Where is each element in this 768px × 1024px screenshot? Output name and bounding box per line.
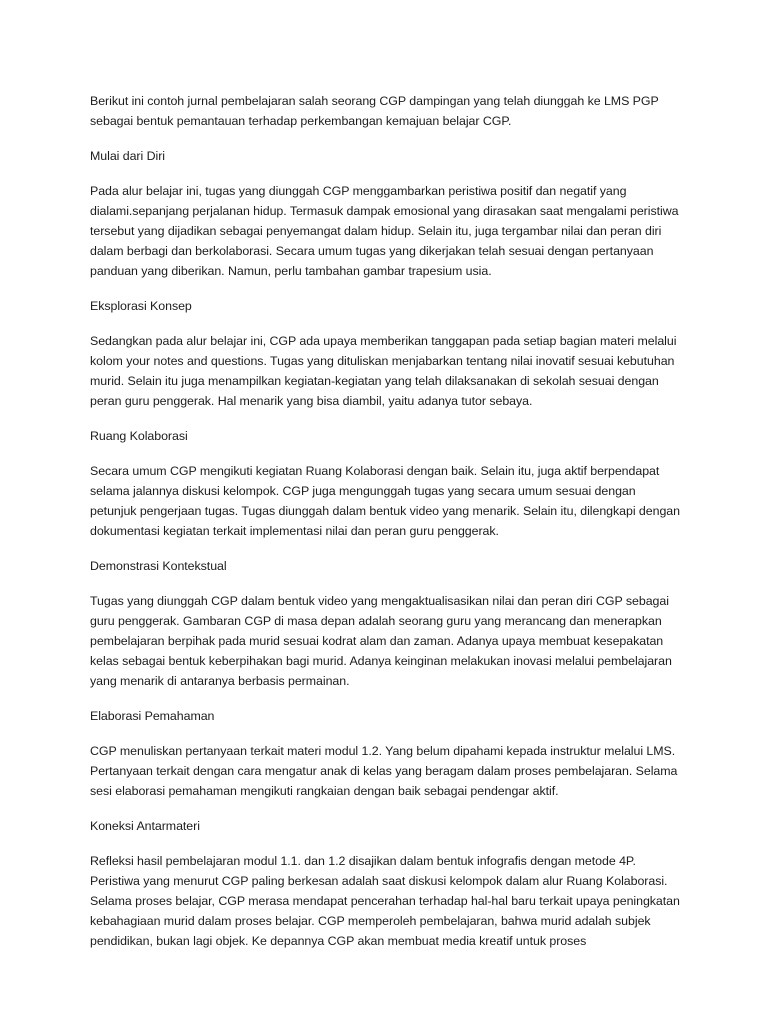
section-heading-eksplorasi-konsep: Eksplorasi Konsep [90, 299, 192, 313]
section-body-demonstrasi-kontekstual: Tugas yang diunggah CGP dalam bentuk video yang mengaktualisasikan nilai dan peran diri CGP sebagai guru penggerak. Gambaran CGP di masa depan adalah seorang guru yang merancang dan menerapkan pembelajaran berpihak pada murid sesuai kodrat alam dan zaman. Adanya upaya membuat kesepakatan kelas sebagai bentuk keberpihakan bagi murid. Adanya keinginan melakukan inovasi melalui pembelajaran yang menarik di antaranya berbasis permainan. [90, 594, 672, 688]
section-body-koneksi-antarmateri: Refleksi hasil pembelajaran modul 1.1. dan 1.2 disajikan dalam bentuk infografis dengan metode 4P. Peristiwa yang menurut CGP paling berkesan adalah saat diskusi kelompok dalam alur Ruang Kolaborasi. Selama proses belajar, CGP merasa mendapat pencerahan terhadap hal-hal baru terkait upaya peningkatan kebahagiaan murid dalam proses belajar. CGP memperoleh pembelajaran, bahwa murid adalah subjek pendidikan, bukan lagi objek. Ke depannya CGP akan membuat media kreatif untuk proses [90, 854, 680, 948]
section-body-ruang-kolaborasi: Secara umum CGP mengikuti kegiatan Ruang Kolaborasi dengan baik. Selain itu, juga aktif berpendapat selama jalannya diskusi kelompok. CGP juga mengunggah tugas yang secara umum sesuai dengan petunjuk pengerjaan tugas. Tugas diunggah dalam bentuk video yang menarik. Selain itu, dilengkapi dengan dokumentasi kegiatan terkait implementasi nilai dan peran guru penggerak. [90, 464, 680, 538]
section-heading-mulai-dari-diri: Mulai dari Diri [90, 149, 165, 163]
section-heading-koneksi-antarmateri: Koneksi Antarmateri [90, 819, 200, 833]
section-body-elaborasi-pemahaman: CGP menuliskan pertanyaan terkait materi modul 1.2. Yang belum dipahami kepada instruktur melalui LMS. Pertanyaan terkait dengan cara mengatur anak di kelas yang beragam dalam proses pembelajaran. Selama sesi elaborasi pemahaman mengikuti rangkaian dengan baik sebagai pendengar aktif. [90, 744, 678, 798]
section-heading-demonstrasi-kontekstual: Demonstrasi Kontekstual [90, 559, 227, 573]
section-body-mulai-dari-diri: Pada alur belajar ini, tugas yang diunggah CGP menggambarkan peristiwa positif dan negatif yang dialami.sepanjang perjalanan hidup. Termasuk dampak emosional yang dirasakan saat mengalami peristiwa tersebut yang dijadikan sebagai penyemangat dalam hidup. Selain itu, juga tergambar nilai dan peran diri dalam berbagi dan berkolaborasi. Secara umum tugas yang dikerjakan telah sesuai dengan pertanyaan panduan yang diberikan. Namun, perlu tambahan gambar trapesium usia. [90, 184, 679, 278]
section-heading-ruang-kolaborasi: Ruang Kolaborasi [90, 429, 188, 443]
section-body-eksplorasi-konsep: Sedangkan pada alur belajar ini, CGP ada upaya memberikan tanggapan pada setiap bagian materi melalui kolom your notes and questions. Tugas yang dituliskan menjabarkan tentang nilai inovatif sesuai kebutuhan murid. Selain itu juga menampilkan kegiatan-kegiatan yang telah dilaksanakan di sekolah sesuai dengan peran guru penggerak. Hal menarik yang bisa diambil, yaitu adanya tutor sebaya. [90, 334, 677, 408]
intro-paragraph: Berikut ini contoh jurnal pembelajaran salah seorang CGP dampingan yang telah diunggah ke LMS PGP sebagai bentuk pemantauan terhadap perkembangan kemajuan belajar CGP. [90, 94, 659, 128]
section-heading-elaborasi-pemahaman: Elaborasi Pemahaman [90, 709, 215, 723]
